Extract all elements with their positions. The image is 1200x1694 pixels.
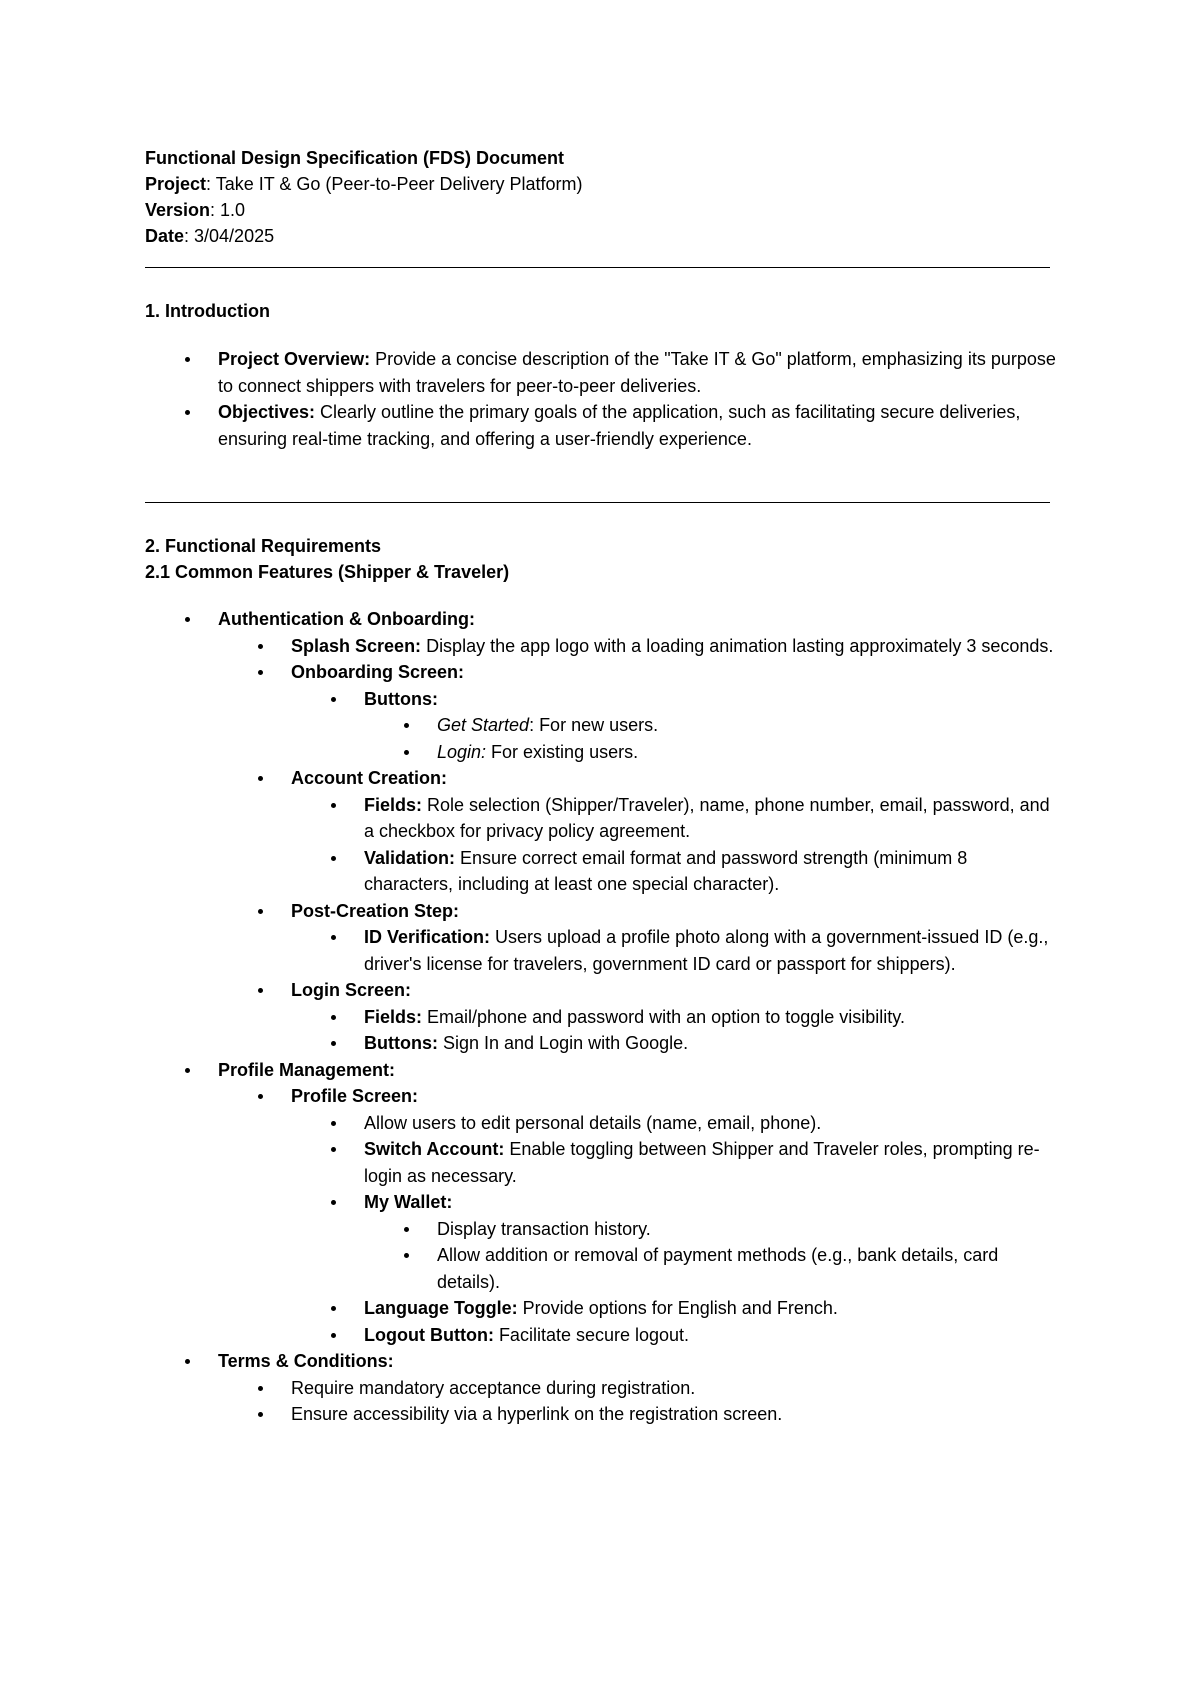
bullet-icon (404, 1227, 409, 1232)
version-line (145, 197, 1060, 223)
item-label: Account Creation: (291, 768, 448, 788)
bullet-icon (404, 723, 409, 728)
divider (145, 502, 1050, 503)
list-item (145, 1322, 1060, 1349)
item-text: Require mandatory acceptance during registration. (291, 1377, 696, 1398)
list-item (145, 686, 1060, 713)
bullet-icon (185, 1359, 190, 1364)
item-text: Ensure accessibility via a hyperlink on the registration screen. (291, 1404, 783, 1424)
bullet-icon (185, 357, 190, 362)
item-label: Splash Screen: (291, 635, 422, 656)
list-item (145, 1110, 1060, 1137)
list-item (145, 924, 1060, 977)
list-item (145, 1216, 1060, 1243)
list-item (145, 977, 1060, 1004)
item-label: Login: (437, 741, 487, 762)
list-item (145, 399, 1060, 452)
item-text: Clearly outline the primary goals of the application, such as facilitating secure deliveries, ensuring real-time tracking, and offering a user-friendly experience. (218, 402, 1021, 449)
item-label: Validation: (364, 847, 456, 868)
section-heading-functional-requirements: 2. Functional Requirements (145, 536, 382, 556)
list-item (145, 1004, 1060, 1031)
bullet-icon (331, 1306, 336, 1311)
document-page (145, 145, 1060, 1428)
item-label: Project Overview: (218, 349, 371, 369)
version-label: Version (145, 200, 211, 220)
item-text: For existing users. (486, 741, 639, 762)
item-text: Allow addition or removal of payment methods (e.g., bank details, card details). (437, 1245, 999, 1292)
bullet-icon (258, 644, 263, 649)
bullet-icon (331, 697, 336, 702)
project-label: Project (145, 174, 207, 194)
bullet-icon (331, 1333, 336, 1338)
bullet-icon (331, 1147, 336, 1152)
item-label: Logout Button: (364, 1324, 494, 1345)
list-item (145, 712, 1060, 739)
list-item (145, 1057, 1060, 1084)
introduction-list (145, 346, 1060, 452)
list-item (145, 606, 1060, 633)
item-text: Provide a concise description of the "Take IT & Go" platform, emphasizing its purpose to connect shippers with travelers for peer-to-peer deliveries. (218, 349, 1056, 396)
item-text: Display the app logo with a loading animation lasting approximately 3 seconds. (421, 635, 1054, 656)
bullet-icon (404, 1253, 409, 1258)
divider (145, 267, 1050, 268)
bullet-icon (331, 1015, 336, 1020)
section-heading-introduction: 1. Introduction (145, 301, 270, 321)
bullet-icon (185, 410, 190, 415)
list-item (145, 1136, 1060, 1189)
item-label: Fields: (364, 794, 423, 815)
item-label: Profile Management: (218, 1059, 396, 1080)
item-label: Onboarding Screen: (291, 662, 465, 682)
functional-requirements-list (145, 606, 1060, 1428)
item-label: Authentication & Onboarding: (218, 609, 475, 629)
bullet-icon (258, 670, 263, 675)
bullet-icon (331, 935, 336, 940)
item-label: My Wallet: (364, 1192, 453, 1212)
list-item (145, 1189, 1060, 1216)
bullet-icon (258, 1412, 263, 1417)
bullet-icon (258, 776, 263, 781)
document-title: Functional Design Specification (FDS) Document (145, 148, 565, 168)
item-text: Enable toggling between Shipper and Traveler roles, prompting re-login as necessary. (364, 1139, 1040, 1186)
item-text: Sign In and Login with Google. (437, 1033, 689, 1053)
list-item (145, 792, 1060, 845)
item-text: : For new users. (529, 715, 659, 735)
item-label: Buttons: (364, 688, 438, 709)
list-item (145, 633, 1060, 660)
bullet-icon (331, 1200, 336, 1205)
list-item (145, 659, 1060, 686)
bullet-icon (258, 988, 263, 993)
list-item (145, 1348, 1060, 1375)
item-label: Post-Creation Step: (291, 900, 460, 921)
list-item (145, 739, 1060, 766)
list-item (145, 1242, 1060, 1295)
bullet-icon (331, 1041, 336, 1046)
item-label: Language Toggle: (364, 1298, 518, 1318)
item-text: Provide options for English and French. (517, 1298, 838, 1318)
item-text: Display transaction history. (437, 1218, 651, 1239)
list-item (145, 1030, 1060, 1057)
bullet-icon (331, 856, 336, 861)
item-text: Ensure correct email format and password strength (minimum 8 characters, including at least one special character). (364, 847, 968, 894)
bullet-icon (185, 1068, 190, 1073)
list-item (145, 1083, 1060, 1110)
date-line (145, 223, 1060, 249)
date-label: Date (145, 226, 185, 246)
project-value: : Take IT & Go (Peer-to-Peer Delivery Platform) (206, 174, 583, 194)
bullet-icon (331, 803, 336, 808)
list-item (145, 898, 1060, 925)
version-value: : 1.0 (210, 200, 246, 220)
item-label: Buttons: (364, 1033, 438, 1053)
project-line (145, 171, 1060, 197)
bullet-icon (185, 617, 190, 622)
item-label: Objectives: (218, 402, 316, 422)
item-text: Role selection (Shipper/Traveler), name, phone number, email, password, and a checkbox for privacy policy agreement. (364, 794, 1050, 841)
item-label: Fields: (364, 1006, 423, 1027)
subsection-heading-common-features: 2.1 Common Features (Shipper & Traveler) (145, 562, 510, 582)
item-text: Users upload a profile photo along with a government-issued ID (e.g., driver's license for travelers, government ID card or passport for shippers). (364, 927, 1049, 974)
list-item (145, 1295, 1060, 1322)
item-label: Switch Account: (364, 1139, 505, 1159)
item-text: Facilitate secure logout. (493, 1324, 690, 1345)
bullet-icon (258, 1386, 263, 1391)
item-text: Email/phone and password with an option to toggle visibility. (422, 1006, 905, 1027)
bullet-icon (331, 1121, 336, 1126)
date-value: : 3/04/2025 (184, 226, 275, 246)
list-item (145, 1375, 1060, 1402)
item-text: Allow users to edit personal details (name, email, phone). (364, 1112, 822, 1133)
item-label: Terms & Conditions: (218, 1351, 394, 1371)
item-label: Profile Screen: (291, 1086, 419, 1106)
list-item (145, 845, 1060, 898)
list-item (145, 346, 1060, 399)
list-item (145, 1401, 1060, 1428)
bullet-icon (258, 1094, 263, 1099)
bullet-icon (258, 909, 263, 914)
list-item (145, 765, 1060, 792)
item-label: ID Verification: (364, 927, 491, 947)
item-label: Get Started (437, 715, 530, 735)
item-label: Login Screen: (291, 980, 412, 1000)
bullet-icon (404, 750, 409, 755)
